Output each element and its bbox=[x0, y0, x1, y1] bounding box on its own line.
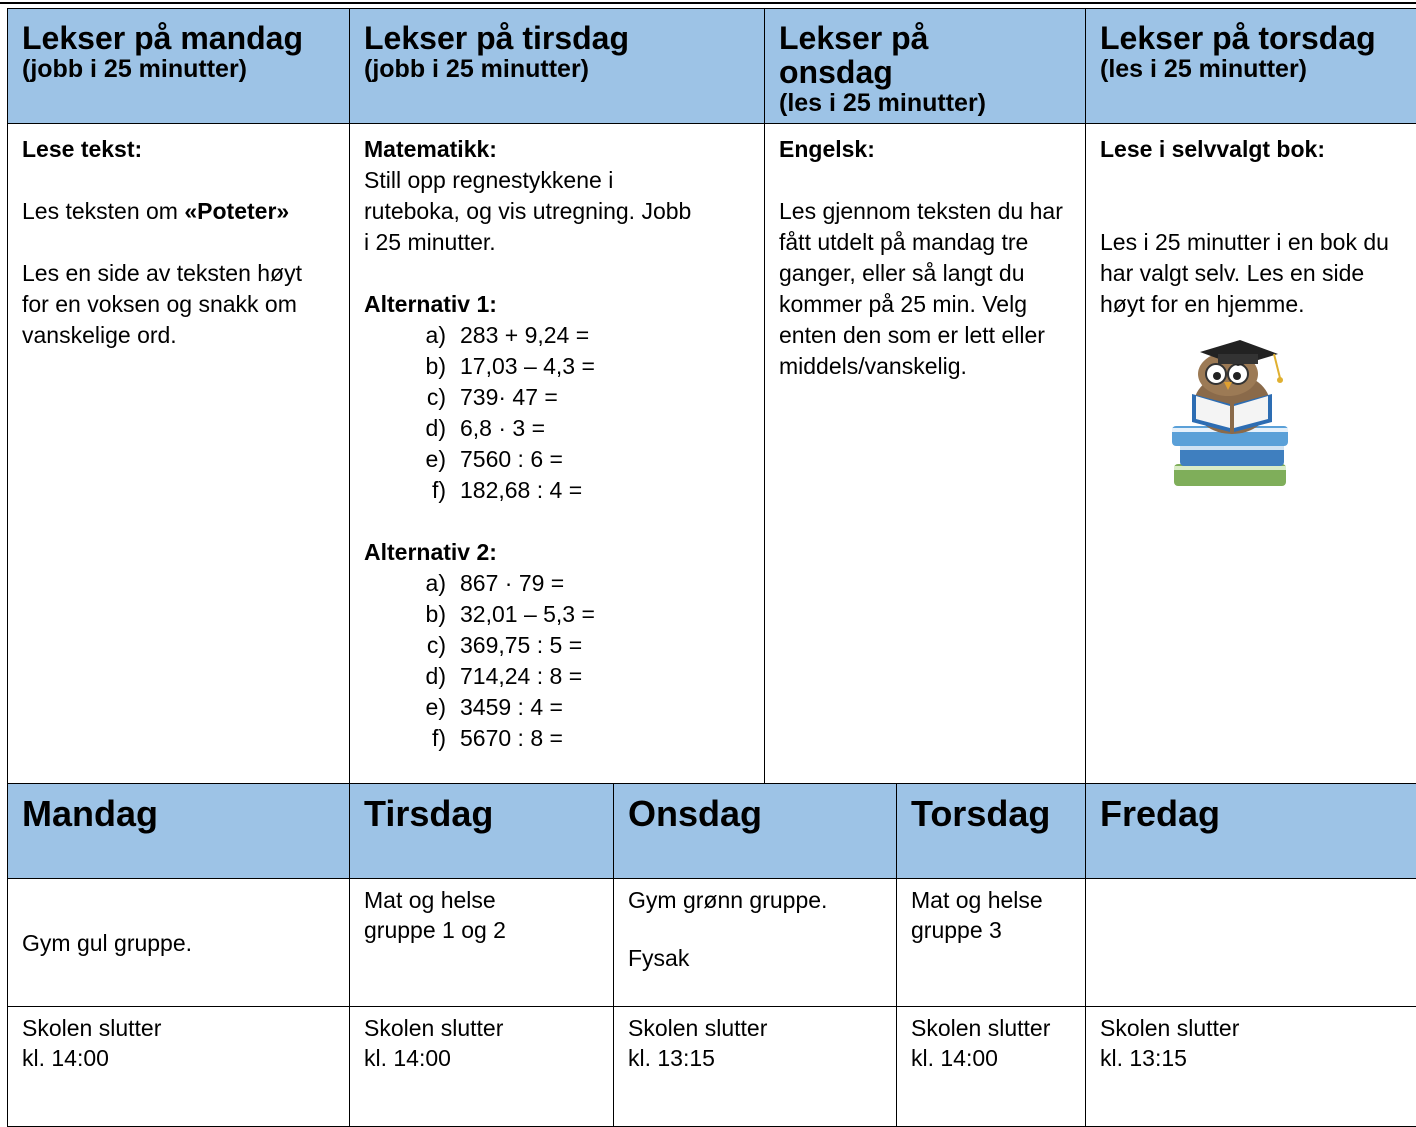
alt1-task bbox=[412, 351, 694, 382]
alternative-2-list bbox=[364, 568, 694, 754]
header-thursday bbox=[1086, 9, 1416, 124]
alt1-task bbox=[412, 413, 694, 444]
monday-subtitle: (jobb i 25 minutter) bbox=[22, 55, 335, 83]
task-letter: b) bbox=[412, 351, 446, 382]
monday-instruction: Les teksten om «Poteter» bbox=[22, 196, 309, 227]
alt2-task bbox=[412, 723, 694, 754]
alternative-1-title: Alternativ 1: bbox=[364, 289, 694, 320]
activity-thursday: Mat og helse gruppe 3 bbox=[897, 879, 1086, 1007]
task-expression: 739· 47 = bbox=[460, 382, 558, 413]
alt2-task bbox=[412, 692, 694, 723]
header-tuesday bbox=[350, 9, 765, 124]
alt2-task bbox=[412, 661, 694, 692]
activity-friday bbox=[1086, 879, 1416, 1007]
header-monday bbox=[8, 9, 350, 124]
text-title-poteter: «Poteter» bbox=[184, 198, 289, 224]
day-friday: Fredag bbox=[1086, 784, 1416, 879]
tuesday-heading: Matematikk: bbox=[364, 134, 694, 165]
task-expression: 369,75 : 5 = bbox=[460, 630, 582, 661]
end-thursday: Skolen slutter kl. 14:00 bbox=[897, 1007, 1086, 1127]
end-wednesday: Skolen slutter kl. 13:15 bbox=[614, 1007, 897, 1127]
header-wednesday bbox=[765, 9, 1086, 124]
task-expression: 6,8 · 3 = bbox=[460, 413, 545, 444]
alternative-1-list bbox=[364, 320, 694, 506]
alt2-task bbox=[412, 568, 694, 599]
homework-document bbox=[7, 8, 1416, 1127]
activity-monday: Gym gul gruppe. bbox=[8, 879, 350, 1007]
day-monday: Mandag bbox=[8, 784, 350, 879]
task-expression: 3459 : 4 = bbox=[460, 692, 563, 723]
task-letter: b) bbox=[412, 599, 446, 630]
homework-table bbox=[7, 8, 1416, 1127]
day-thursday: Torsdag bbox=[897, 784, 1086, 879]
task-expression: 867 · 79 = bbox=[460, 568, 564, 599]
thursday-text: Les i 25 minutter i en bok du har valgt selv. Les en side høyt for en hjemme. bbox=[1100, 227, 1402, 320]
thursday-heading: Lese i selvvalgt bok: bbox=[1100, 134, 1402, 165]
alt2-task bbox=[412, 599, 694, 630]
wednesday-subtitle: (les i 25 minutter) bbox=[779, 89, 995, 117]
wednesday-heading: Engelsk: bbox=[779, 134, 1071, 165]
monday-read-aloud: Les en side av teksten høyt for en voksen og snakk om vanskelige ord. bbox=[22, 258, 309, 351]
task-letter: d) bbox=[412, 661, 446, 692]
task-letter: a) bbox=[412, 568, 446, 599]
task-expression: 5670 : 8 = bbox=[460, 723, 563, 754]
alt1-task bbox=[412, 475, 694, 506]
activity-wednesday: Gym grønn gruppe. Fysak bbox=[614, 879, 897, 1007]
wednesday-text: Les gjennom teksten du har fått utdelt på mandag tre ganger, eller så langt du kommer på 25 min. Velg enten den som er lett eller middels/vanskelig. bbox=[779, 196, 1071, 382]
monday-title: Lekser på mandag bbox=[22, 21, 335, 55]
end-friday: Skolen slutter kl. 13:15 bbox=[1086, 1007, 1416, 1127]
task-letter: c) bbox=[412, 630, 446, 661]
day-wednesday: Onsdag bbox=[614, 784, 897, 879]
content-wednesday bbox=[765, 124, 1086, 784]
task-expression: 182,68 : 4 = bbox=[460, 475, 582, 506]
task-letter: c) bbox=[412, 382, 446, 413]
owl-reading-icon bbox=[1170, 334, 1295, 494]
content-tuesday bbox=[350, 124, 765, 784]
alt1-task bbox=[412, 382, 694, 413]
thursday-title: Lekser på torsdag bbox=[1100, 21, 1402, 55]
task-letter: f) bbox=[412, 475, 446, 506]
task-expression: 32,01 – 5,3 = bbox=[460, 599, 595, 630]
task-expression: 714,24 : 8 = bbox=[460, 661, 582, 692]
task-letter: e) bbox=[412, 692, 446, 723]
content-thursday bbox=[1086, 124, 1416, 784]
task-expression: 17,03 – 4,3 = bbox=[460, 351, 595, 382]
top-rule bbox=[0, 2, 1416, 4]
alternative-2-title: Alternativ 2: bbox=[364, 537, 694, 568]
day-tuesday: Tirsdag bbox=[350, 784, 614, 879]
tuesday-intro: Still opp regnestykkene i ruteboka, og vis utregning. Jobb i 25 minutter. bbox=[364, 165, 694, 258]
wednesday-title: Lekser på onsdag bbox=[779, 21, 995, 89]
alt2-task bbox=[412, 630, 694, 661]
task-expression: 7560 : 6 = bbox=[460, 444, 563, 475]
thursday-subtitle: (les i 25 minutter) bbox=[1100, 55, 1402, 83]
content-monday bbox=[8, 124, 350, 784]
tuesday-subtitle: (jobb i 25 minutter) bbox=[364, 55, 750, 83]
monday-heading: Lese tekst: bbox=[22, 134, 309, 165]
task-letter: d) bbox=[412, 413, 446, 444]
tuesday-title: Lekser på tirsdag bbox=[364, 21, 750, 55]
alt1-task bbox=[412, 444, 694, 475]
task-letter: e) bbox=[412, 444, 446, 475]
task-expression: 283 + 9,24 = bbox=[460, 320, 589, 351]
task-letter: a) bbox=[412, 320, 446, 351]
alt1-task bbox=[412, 320, 694, 351]
task-letter: f) bbox=[412, 723, 446, 754]
end-tuesday: Skolen slutter kl. 14:00 bbox=[350, 1007, 614, 1127]
end-monday: Skolen slutter kl. 14:00 bbox=[8, 1007, 350, 1127]
activity-tuesday: Mat og helse gruppe 1 og 2 bbox=[350, 879, 614, 1007]
